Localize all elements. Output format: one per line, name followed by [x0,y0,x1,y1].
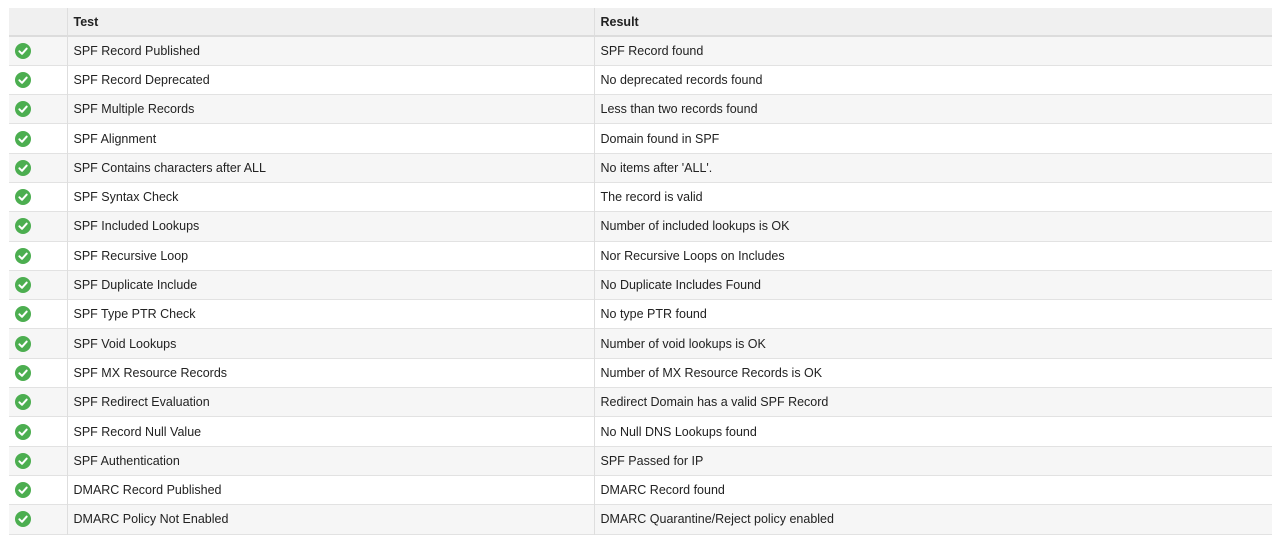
check-circle-icon [15,189,31,205]
status-cell [9,417,67,446]
result-cell: No deprecated records found [594,65,1272,94]
check-circle-icon [15,277,31,293]
table-row [9,153,1272,182]
table-row [9,212,1272,241]
test-name-cell: SPF Void Lookups [67,329,594,358]
status-cell [9,182,67,211]
result-cell: Number of MX Resource Records is OK [594,358,1272,387]
check-circle-icon [15,482,31,498]
check-circle-icon [15,511,31,527]
table-row [9,329,1272,358]
status-cell [9,241,67,270]
table-row [9,241,1272,270]
result-cell: SPF Record found [594,36,1272,65]
status-cell [9,505,67,534]
test-name-cell: SPF Authentication [67,446,594,475]
result-cell: SPF Passed for IP [594,446,1272,475]
check-circle-icon [15,336,31,352]
test-name-cell: SPF Syntax Check [67,182,594,211]
table-row [9,270,1272,299]
check-circle-icon [15,453,31,469]
table-row [9,36,1272,65]
check-circle-icon [15,394,31,410]
table-row [9,388,1272,417]
result-cell: DMARC Quarantine/Reject policy enabled [594,505,1272,534]
table-header-row [9,8,1272,36]
check-circle-icon [15,131,31,147]
check-circle-icon [15,365,31,381]
result-cell: No items after 'ALL'. [594,153,1272,182]
table-row [9,65,1272,94]
result-cell: DMARC Record found [594,475,1272,504]
result-cell: Less than two records found [594,95,1272,124]
table-row [9,300,1272,329]
status-cell [9,95,67,124]
results-body [9,36,1272,534]
check-circle-icon [15,248,31,264]
test-name-cell: SPF Duplicate Include [67,270,594,299]
result-column-header: Result [594,8,1272,36]
result-cell: Domain found in SPF [594,124,1272,153]
test-name-cell: SPF Record Null Value [67,417,594,446]
status-cell [9,36,67,65]
result-cell: No type PTR found [594,300,1272,329]
result-cell: Nor Recursive Loops on Includes [594,241,1272,270]
status-cell [9,329,67,358]
check-circle-icon [15,101,31,117]
check-circle-icon [15,160,31,176]
test-name-cell: SPF Record Published [67,36,594,65]
test-column-header: Test [67,8,594,36]
check-circle-icon [15,72,31,88]
status-cell [9,388,67,417]
result-cell: No Duplicate Includes Found [594,270,1272,299]
table-row [9,446,1272,475]
result-cell: No Null DNS Lookups found [594,417,1272,446]
status-cell [9,124,67,153]
check-circle-icon [15,43,31,59]
status-cell [9,270,67,299]
test-name-cell: SPF Recursive Loop [67,241,594,270]
test-name-cell: SPF Multiple Records [67,95,594,124]
result-cell: The record is valid [594,182,1272,211]
status-cell [9,358,67,387]
check-circle-icon [15,218,31,234]
test-name-cell: SPF MX Resource Records [67,358,594,387]
test-name-cell: SPF Included Lookups [67,212,594,241]
test-name-cell: SPF Type PTR Check [67,300,594,329]
test-name-cell: SPF Redirect Evaluation [67,388,594,417]
result-cell: Number of included lookups is OK [594,212,1272,241]
table-row [9,358,1272,387]
table-row [9,475,1272,504]
test-name-cell: SPF Alignment [67,124,594,153]
test-name-cell: SPF Contains characters after ALL [67,153,594,182]
table-row [9,417,1272,446]
result-cell: Redirect Domain has a valid SPF Record [594,388,1272,417]
status-cell [9,65,67,94]
test-name-cell: SPF Record Deprecated [67,65,594,94]
test-name-cell: DMARC Record Published [67,475,594,504]
results-table [9,8,1272,535]
status-cell [9,153,67,182]
status-cell [9,446,67,475]
check-circle-icon [15,306,31,322]
result-cell: Number of void lookups is OK [594,329,1272,358]
status-cell [9,300,67,329]
table-row [9,505,1272,534]
status-cell [9,475,67,504]
status-cell [9,212,67,241]
check-circle-icon [15,424,31,440]
table-row [9,124,1272,153]
table-row [9,182,1272,211]
test-name-cell: DMARC Policy Not Enabled [67,505,594,534]
status-column-header [9,8,67,36]
table-row [9,95,1272,124]
